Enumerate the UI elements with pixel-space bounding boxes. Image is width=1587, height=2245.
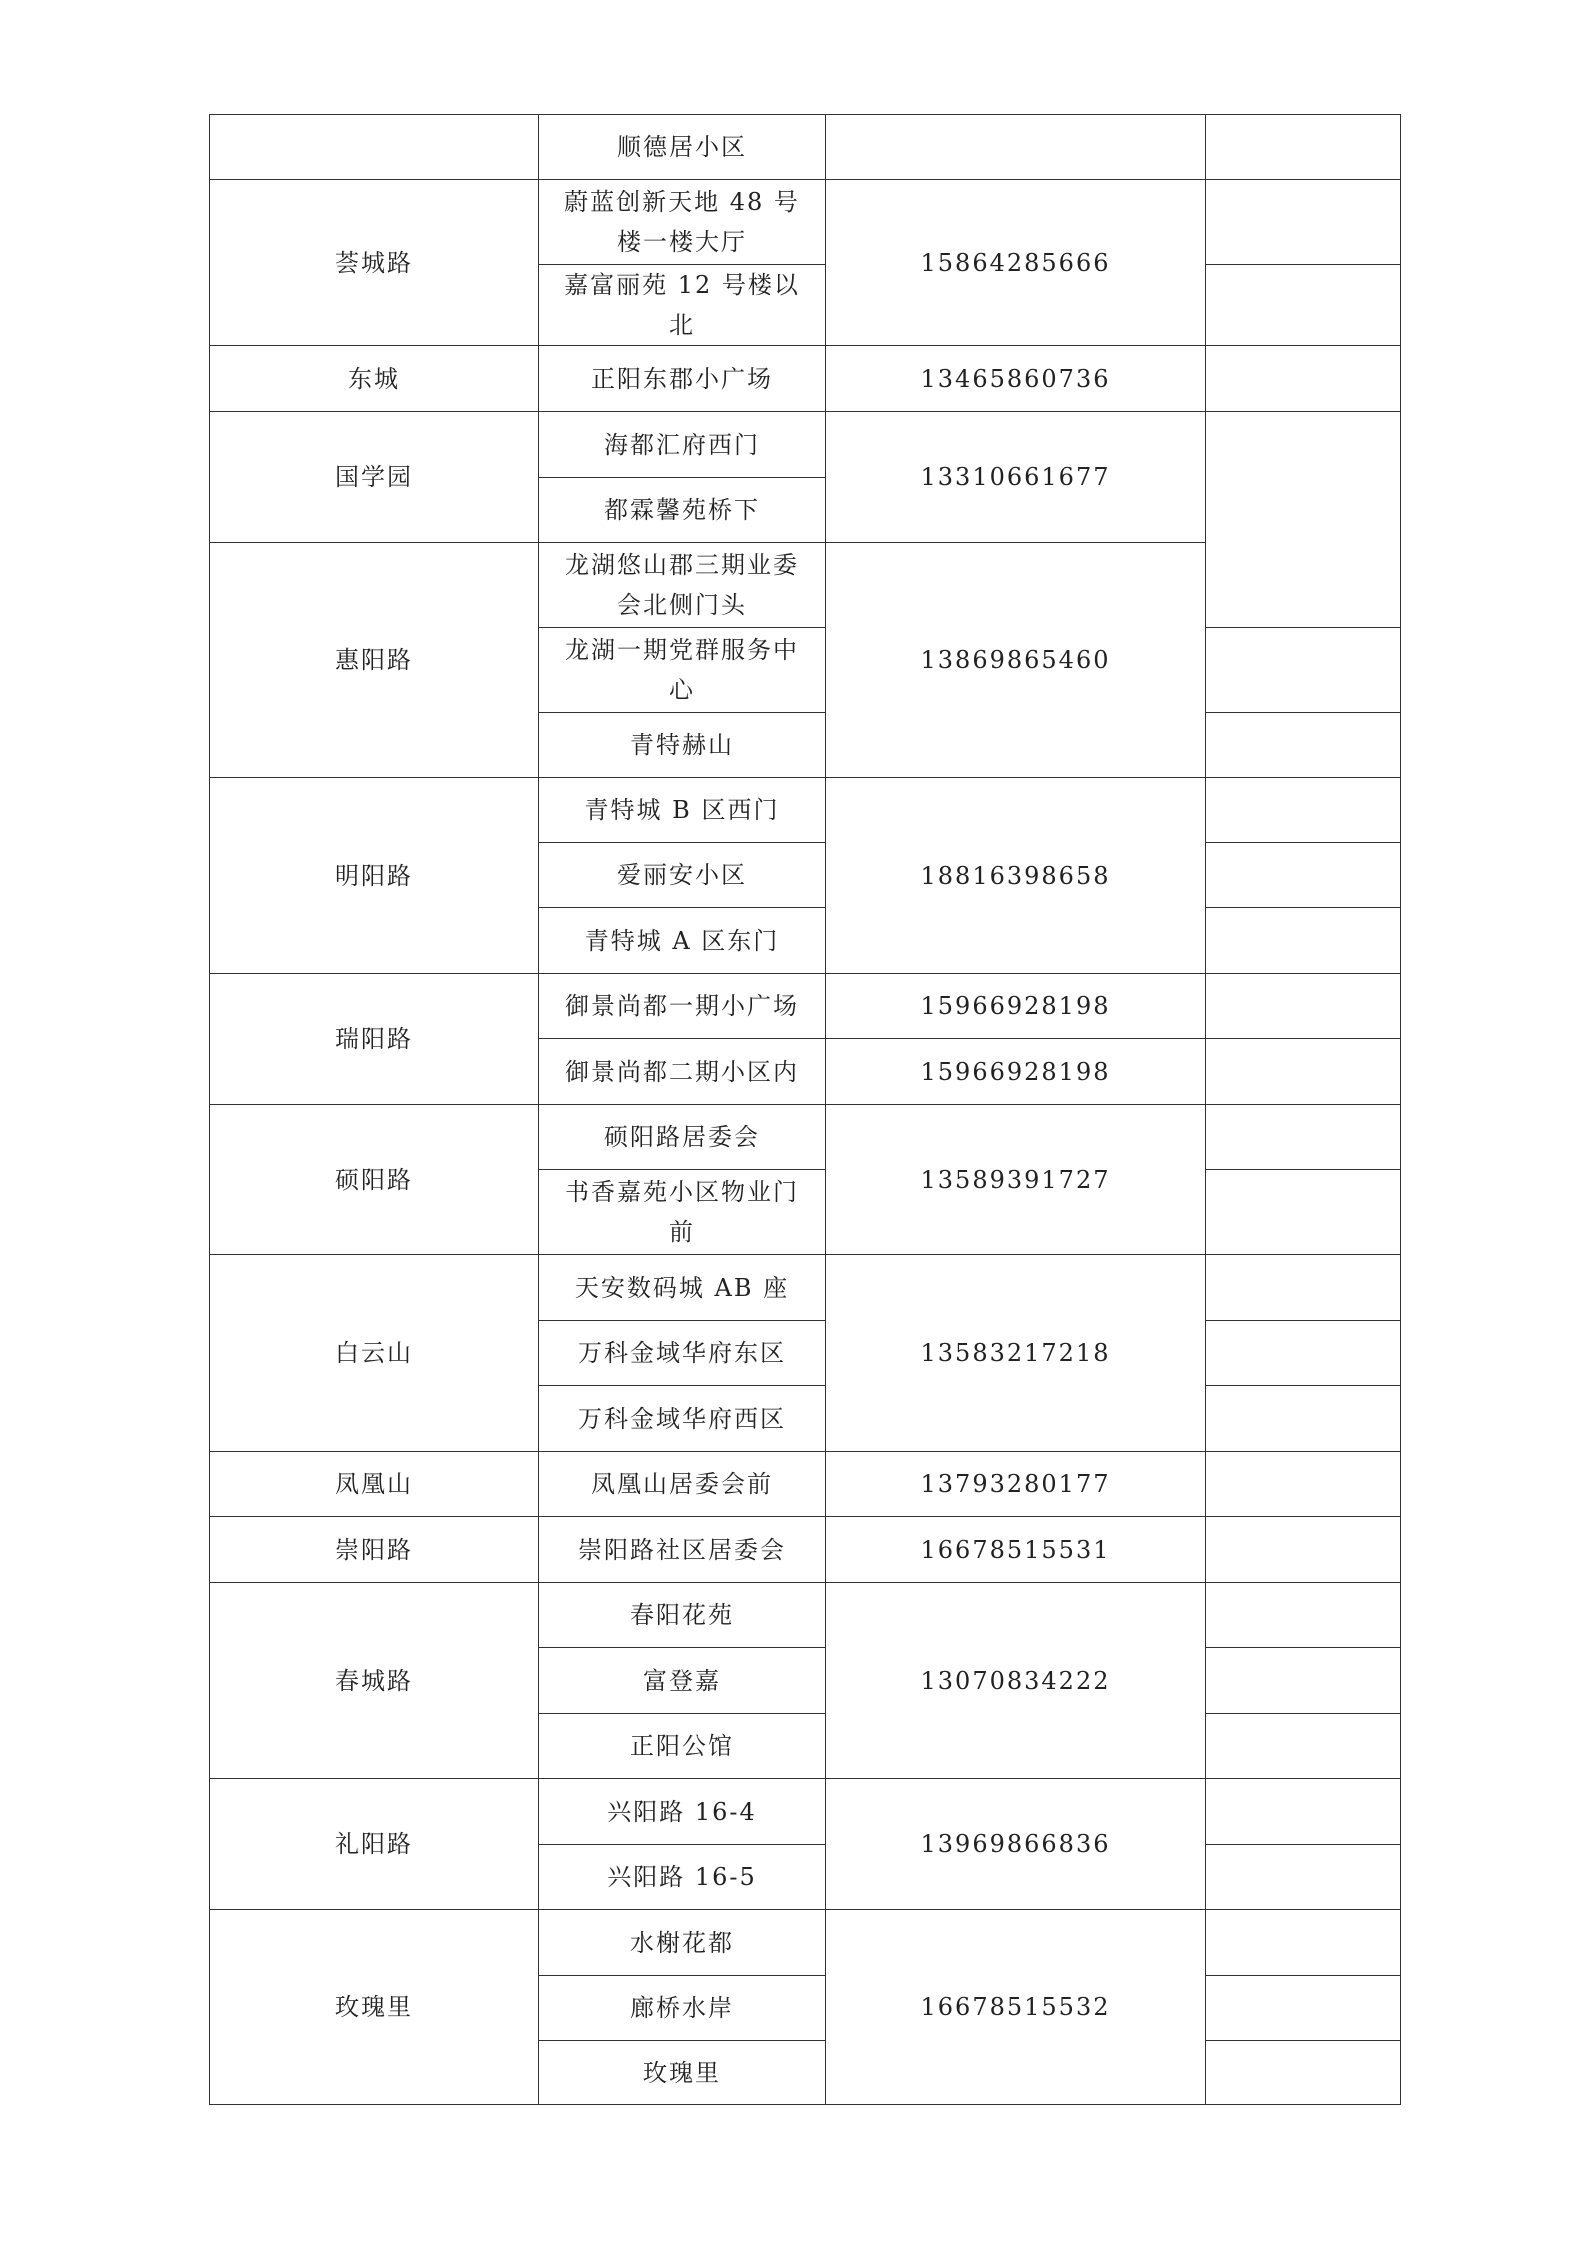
site-cell: 富登嘉 <box>539 1648 826 1714</box>
table-row <box>210 346 1401 412</box>
site-cell: 青特城 A 区东门 <box>539 908 826 974</box>
remarks-cell <box>1206 628 1401 713</box>
table-row <box>210 1583 1401 1648</box>
remarks-cell <box>1206 346 1401 412</box>
remarks-cell <box>1206 1845 1401 1910</box>
phone-cell: 13465860736 <box>826 346 1206 412</box>
site-cell: 龙湖悠山郡三期业委会北侧门头 <box>539 543 826 628</box>
remarks-cell <box>1206 1452 1401 1517</box>
table-row <box>210 1105 1401 1170</box>
remarks-cell <box>1206 1714 1401 1779</box>
table-row <box>210 180 1401 265</box>
table-row <box>210 1255 1401 1321</box>
area-cell: 礼阳路 <box>210 1779 539 1910</box>
phone-cell: 15966928198 <box>826 1039 1206 1105</box>
phone-cell: 13589391727 <box>826 1105 1206 1255</box>
remarks-cell <box>1206 1648 1401 1714</box>
site-cell: 顺德居小区 <box>539 115 826 180</box>
site-cell: 水榭花都 <box>539 1910 826 1976</box>
site-cell: 廊桥水岸 <box>539 1976 826 2041</box>
site-cell: 玫瑰里 <box>539 2041 826 2105</box>
area-cell: 白云山 <box>210 1255 539 1452</box>
site-cell: 龙湖一期党群服务中心 <box>539 628 826 713</box>
remarks-cell <box>1206 180 1401 265</box>
remarks-cell <box>1206 1779 1401 1845</box>
area-cell: 硕阳路 <box>210 1105 539 1255</box>
phone-cell: 15966928198 <box>826 974 1206 1039</box>
table-row <box>210 412 1401 478</box>
table-row <box>210 1452 1401 1517</box>
site-cell: 正阳东郡小广场 <box>539 346 826 412</box>
site-cell: 御景尚都一期小广场 <box>539 974 826 1039</box>
site-cell: 崇阳路社区居委会 <box>539 1517 826 1583</box>
phone-cell: 16678515532 <box>826 1910 1206 2105</box>
remarks-cell <box>1206 974 1401 1039</box>
site-cell: 爱丽安小区 <box>539 843 826 908</box>
remarks-cell <box>1206 1583 1401 1648</box>
table-row <box>210 1517 1401 1583</box>
remarks-cell <box>1206 1976 1401 2041</box>
site-cell: 硕阳路居委会 <box>539 1105 826 1170</box>
remarks-cell <box>1206 265 1401 346</box>
table-row <box>210 974 1401 1039</box>
area-cell: 东城 <box>210 346 539 412</box>
site-cell: 兴阳路 16-5 <box>539 1845 826 1910</box>
site-cell: 嘉富丽苑 12 号楼以北 <box>539 265 826 346</box>
phone-cell: 18816398658 <box>826 778 1206 974</box>
site-cell: 天安数码城 AB 座 <box>539 1255 826 1321</box>
remarks-cell <box>1206 1386 1401 1452</box>
phone-cell: 16678515531 <box>826 1517 1206 1583</box>
phone-cell: 13070834222 <box>826 1583 1206 1779</box>
remarks-cell <box>1206 713 1401 778</box>
site-cell: 正阳公馆 <box>539 1714 826 1779</box>
remarks-cell <box>1206 2041 1401 2105</box>
phone-cell: 13310661677 <box>826 412 1206 543</box>
remarks-cell <box>1206 1039 1401 1105</box>
area-cell: 春城路 <box>210 1583 539 1779</box>
distribution-point-table <box>209 114 1401 2105</box>
remarks-cell <box>1206 1255 1401 1321</box>
table-row <box>210 1910 1401 1976</box>
site-cell: 书香嘉苑小区物业门前 <box>539 1170 826 1255</box>
phone-cell: 13583217218 <box>826 1255 1206 1452</box>
area-cell <box>210 115 539 180</box>
phone-cell: 13869865460 <box>826 543 1206 778</box>
phone-cell: 13793280177 <box>826 1452 1206 1517</box>
remarks-cell <box>1206 1517 1401 1583</box>
area-cell: 明阳路 <box>210 778 539 974</box>
site-cell: 蔚蓝创新天地 48 号楼一楼大厅 <box>539 180 826 265</box>
site-cell: 都霖馨苑桥下 <box>539 478 826 543</box>
site-cell: 海都汇府西门 <box>539 412 826 478</box>
remarks-cell <box>1206 1105 1401 1170</box>
remarks-cell <box>1206 778 1401 843</box>
remarks-cell <box>1206 1910 1401 1976</box>
area-cell: 玫瑰里 <box>210 1910 539 2105</box>
table-row <box>210 1779 1401 1845</box>
site-cell: 兴阳路 16-4 <box>539 1779 826 1845</box>
area-cell: 崇阳路 <box>210 1517 539 1583</box>
table-row <box>210 778 1401 843</box>
remarks-cell <box>1206 1170 1401 1255</box>
area-cell: 惠阳路 <box>210 543 539 778</box>
remarks-cell <box>1206 412 1401 628</box>
area-cell: 凤凰山 <box>210 1452 539 1517</box>
table-row <box>210 115 1401 180</box>
remarks-cell <box>1206 843 1401 908</box>
phone-cell: 13969866836 <box>826 1779 1206 1910</box>
site-cell: 青特赫山 <box>539 713 826 778</box>
site-cell: 万科金域华府西区 <box>539 1386 826 1452</box>
site-cell: 御景尚都二期小区内 <box>539 1039 826 1105</box>
remarks-cell <box>1206 1321 1401 1386</box>
area-cell: 瑞阳路 <box>210 974 539 1105</box>
site-cell: 春阳花苑 <box>539 1583 826 1648</box>
phone-cell <box>826 115 1206 180</box>
area-cell: 国学园 <box>210 412 539 543</box>
phone-cell: 15864285666 <box>826 180 1206 346</box>
site-cell: 凤凰山居委会前 <box>539 1452 826 1517</box>
area-cell: 荟城路 <box>210 180 539 346</box>
remarks-cell <box>1206 908 1401 974</box>
site-cell: 万科金域华府东区 <box>539 1321 826 1386</box>
site-cell: 青特城 B 区西门 <box>539 778 826 843</box>
remarks-cell <box>1206 115 1401 180</box>
